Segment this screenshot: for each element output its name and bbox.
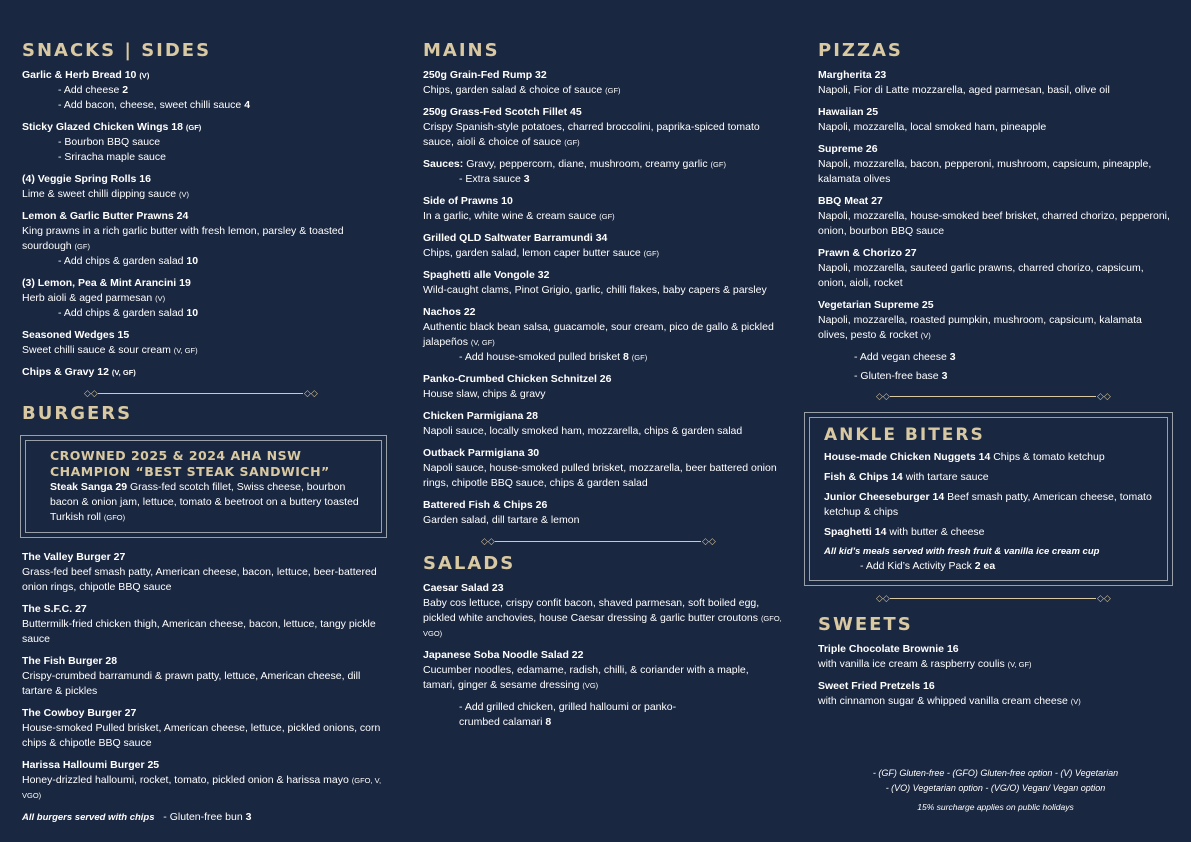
menu-item-name: Junior Cheeseburger 14 (824, 491, 945, 503)
menu-item (818, 194, 1173, 239)
add-on-row (22, 150, 387, 165)
add-on-text: - Gluten-free base (854, 370, 939, 382)
add-on-text: - Sriracha maple sauce (58, 151, 166, 163)
menu-item-desc-line (818, 157, 1173, 187)
menu-item-desc-line (423, 120, 783, 150)
menu-item-name: (3) Lemon, Pea & Mint Arancini 19 (22, 277, 191, 289)
salads-add (423, 700, 689, 730)
menu-item-name-line (818, 642, 1173, 657)
menu-item-name: The S.F.C. 27 (22, 603, 87, 615)
mains-list (423, 68, 783, 528)
champion-item-tag: (GFO) (103, 513, 126, 522)
menu-item-desc-line (818, 209, 1173, 239)
menu-item-desc: House-smoked Pulled brisket, American cheese, lettuce, pickled onions, corn chips & chipotle BBQ sauce (22, 722, 381, 749)
add-on-price: 8 (623, 351, 629, 363)
menu-item-name: Prawn & Chorizo 27 (818, 247, 917, 259)
menu-item-desc-line (818, 694, 1173, 709)
burgers-footer-add: - Gluten-free bun (163, 811, 243, 823)
menu-item-name-line (818, 246, 1173, 261)
menu-item (423, 105, 783, 150)
menu-item-name: The Fish Burger 28 (22, 655, 118, 667)
menu-item (22, 276, 387, 321)
add-on-price: 3 (523, 173, 530, 185)
column-left (22, 40, 387, 825)
add-on-text: - Add vegan cheese (854, 351, 947, 363)
menu-item-desc-line (423, 424, 783, 439)
dietary-tag: (GFO, VGO) (423, 614, 782, 638)
add-on-row (423, 350, 783, 365)
menu-item (423, 581, 783, 641)
menu-item-desc: Napoli, mozzarella, house-smoked beef brisket, charred chorizo, pepperoni, onion, bourbon BBQ sauce (818, 210, 1170, 237)
sweets-list (818, 642, 1173, 709)
add-on-row (423, 172, 783, 187)
menu-item (423, 372, 783, 402)
menu-item-desc-line (22, 343, 387, 358)
menu-item-desc: Grass-fed beef smash patty, American cheese, bacon, lettuce, beer-battered onion rings, chipotle BBQ sauce (22, 566, 377, 593)
menu-item-desc-line (423, 513, 783, 528)
champion-box (20, 435, 387, 538)
menu-item-desc: House slaw, chips & gravy (423, 388, 546, 400)
dietary-tag: (V) (139, 71, 150, 80)
menu-item-name-line (423, 105, 783, 120)
menu-item-name-line (818, 194, 1173, 209)
menu-item-name-line (423, 581, 783, 596)
menu-item-name: Margherita 23 (818, 69, 887, 81)
menu-item-name: Sticky Glazed Chicken Wings 18 (22, 121, 183, 133)
kids-item (824, 450, 1157, 465)
menu-item-desc: Sweet chilli sauce & sour cream (22, 344, 171, 356)
menu-item-name: BBQ Meat 27 (818, 195, 883, 207)
menu-item-name: Hawaiian 25 (818, 106, 879, 118)
menu-item-name: Nachos 22 (423, 306, 476, 318)
menu-item-name: Chips & Gravy 12 (22, 366, 109, 378)
kids-add (824, 559, 1157, 574)
menu-item-desc-line (818, 83, 1173, 98)
ornament-divider: ◇◇ ◇◇ (84, 388, 318, 398)
add-on-text: - Add house-smoked pulled brisket (459, 351, 621, 363)
dietary-tag: (GF) (643, 249, 660, 258)
dietary-legend (818, 766, 1173, 796)
menu-item (818, 246, 1173, 291)
menu-item-desc: Crispy-crumbed barramundi & prawn patty, lettuce, American cheese, dill tartare & pickles (22, 670, 361, 697)
ornament-divider: ◇◇ ◇◇ (876, 391, 1111, 401)
menu-item-desc-line (818, 313, 1173, 343)
menu-item (22, 209, 387, 269)
add-on-price: 2 (122, 84, 129, 96)
add-on-text: - Bourbon BBQ sauce (58, 136, 161, 148)
menu-item-desc-line (818, 120, 1173, 135)
menu-item-desc-line (423, 663, 783, 693)
menu-item-name-line (423, 372, 783, 387)
champion-item-name: Steak Sanga 29 (50, 481, 128, 493)
menu-item-desc-line (423, 461, 783, 491)
menu-item-name-line (818, 298, 1173, 313)
menu-item-name: Spaghetti alle Vongole 32 (423, 269, 550, 281)
menu-item-name: Spaghetti 14 (824, 526, 887, 538)
kids-item (824, 490, 1157, 520)
menu-item (423, 498, 783, 528)
menu-item (22, 68, 387, 113)
menu-item (423, 446, 783, 491)
menu-item-desc-line (22, 773, 387, 803)
menu-item (22, 365, 387, 380)
add-on-tag: (GF) (631, 353, 648, 362)
champion-title: CROWNED 2025 & 2024 AHA NSW CHAMPION “BEST STEAK SANDWICH” (50, 448, 330, 479)
menu-item (22, 758, 387, 803)
menu-item-desc: Napoli, mozzarella, bacon, pepperoni, mushroom, capsicum, pineapple, kalamata olives (818, 158, 1152, 185)
menu-item-desc-line (22, 187, 387, 202)
menu-item-name: Sweet Fried Pretzels 16 (818, 680, 935, 692)
menu-item-desc-line (423, 596, 783, 641)
menu-item (423, 268, 783, 298)
menu-item (22, 654, 387, 699)
menu-item-desc-line (22, 721, 387, 751)
section-title-snacks: SNACKS | SIDES (22, 40, 212, 61)
menu-item-desc: Chips, garden salad & choice of sauce (423, 84, 603, 96)
menu-item-name-line (818, 105, 1173, 120)
menu-item (818, 142, 1173, 187)
menu-item-name: Fish & Chips 14 (824, 471, 903, 483)
menu-item-name-line (22, 706, 387, 721)
dietary-tag: (V, GF) (470, 338, 495, 347)
menu-item-desc-line (423, 283, 783, 298)
burgers-footer (22, 810, 387, 825)
legend-line-2: - (VO) Vegetarian option - (VG/O) Vegan/ Vegan option (885, 783, 1106, 793)
menu-item (423, 305, 783, 365)
kids-note: All kid’s meals served with fresh fruit & vanilla ice cream cup (824, 546, 1100, 557)
section-title-kids: ANKLE BITERS (824, 425, 985, 445)
menu-item-desc: Gravy, peppercorn, diane, mushroom, creamy garlic (466, 158, 708, 170)
menu-item-desc-line (22, 291, 387, 306)
add-on-text: - Add chips & garden salad (58, 307, 184, 319)
menu-item-name: Caesar Salad 23 (423, 582, 504, 594)
dietary-tag: (GF) (605, 86, 621, 95)
section-title-salads: SALADS (423, 553, 516, 574)
menu-item-name: Panko-Crumbed Chicken Schnitzel 26 (423, 373, 612, 385)
menu-item-desc: Authentic black bean salsa, guacamole, sour cream, pico de gallo & pickled jalapeños (423, 321, 774, 348)
menu-item-desc: Lime & sweet chilli dipping sauce (22, 188, 177, 200)
menu-item-line (423, 157, 783, 172)
menu-item-desc: Napoli, mozzarella, local smoked ham, pineapple (818, 121, 1047, 133)
menu-item-name: House-made Chicken Nuggets 14 (824, 451, 991, 463)
add-on-price: 10 (186, 255, 199, 267)
menu-item (423, 157, 783, 187)
menu-item (423, 68, 783, 98)
menu-item (22, 120, 387, 165)
legend-line-1: - (GF) Gluten-free - (GFO) Gluten-free option - (V) Vegetarian (872, 768, 1119, 778)
dietary-tag: (V, GF) (1007, 660, 1032, 669)
menu-item-name-line (22, 68, 387, 83)
menu-item-desc: Napoli sauce, locally smoked ham, mozzarella, chips & garden salad (423, 425, 743, 437)
menu-item-name: Vegetarian Supreme 25 (818, 299, 934, 311)
kids-add-text: - Add Kid’s Activity Pack (860, 560, 972, 572)
dietary-tag: (V) (179, 190, 190, 199)
column-middle (423, 40, 783, 730)
menu-item-name-line (423, 446, 783, 461)
dietary-tag: (GF) (564, 138, 580, 147)
menu-item-name-line (22, 602, 387, 617)
menu-item-name-line (423, 305, 783, 320)
add-on-row (818, 369, 1173, 384)
menu-item-name: Supreme 26 (818, 143, 878, 155)
menu-item (818, 105, 1173, 135)
menu-item-desc-line (818, 261, 1173, 291)
menu-item-desc: Wild-caught clams, Pinot Grigio, garlic, chilli flakes, baby capers & parsley (423, 284, 767, 296)
menu-item (423, 231, 783, 261)
dietary-tag: (V, GF) (173, 346, 198, 355)
dietary-tag: (GF) (74, 242, 90, 251)
dietary-tag: (V) (155, 294, 166, 303)
snacks-list (22, 68, 387, 380)
menu-item-name: Grilled QLD Saltwater Barramundi 34 (423, 232, 608, 244)
section-title-sweets: SWEETS (818, 614, 913, 635)
menu-item-name: Chicken Parmigiana 28 (423, 410, 538, 422)
menu-item-name-line (423, 231, 783, 246)
menu-item-name: 250g Grass-Fed Scotch Fillet 45 (423, 106, 582, 118)
menu-item-desc: Chips & tomato ketchup (993, 451, 1105, 463)
menu-item (22, 172, 387, 202)
add-on-row (22, 135, 387, 150)
dietary-tag: (V) (920, 331, 931, 340)
kids-list (824, 450, 1157, 540)
add-on-price: 3 (941, 370, 948, 382)
menu-item-desc-line (423, 387, 783, 402)
pizzas-list (818, 68, 1173, 343)
menu-item-desc: with cinnamon sugar & whipped vanilla cream cheese (818, 695, 1068, 707)
dietary-tag: (GFO, V, VGO) (22, 776, 382, 800)
add-on-row (22, 306, 387, 321)
menu-item-desc-line (423, 83, 783, 98)
menu-item-desc: Napoli, mozzarella, roasted pumpkin, mushroom, capsicum, kalamata olives, pesto & rocket (818, 314, 1142, 341)
menu-item (423, 648, 783, 693)
menu-item-name: The Cowboy Burger 27 (22, 707, 137, 719)
menu-item-name-line (22, 120, 387, 135)
kids-item (824, 525, 1157, 540)
menu-item-desc: In a garlic, white wine & cream sauce (423, 210, 597, 222)
menu-item (818, 68, 1173, 98)
pizzas-adds (818, 350, 1173, 384)
menu-item (22, 550, 387, 595)
add-on-text: - Add cheese (58, 84, 120, 96)
menu-item-name-line (818, 679, 1173, 694)
menu-item-name-line (423, 194, 783, 209)
menu-item-desc-line (22, 565, 387, 595)
section-title-pizzas: PIZZAS (818, 40, 903, 61)
menu-item-name: (4) Veggie Spring Rolls 16 (22, 173, 151, 185)
menu-item (22, 602, 387, 647)
menu-item (818, 298, 1173, 343)
menu-item-name-line (22, 550, 387, 565)
menu-item-desc: Honey-drizzled halloumi, rocket, tomato, pickled onion & harissa mayo (22, 774, 349, 786)
menu-item-name: Triple Chocolate Brownie 16 (818, 643, 959, 655)
add-on-price: 3 (949, 351, 956, 363)
burgers-footer-price: 3 (245, 811, 252, 823)
menu-item-desc: Napoli, mozzarella, sauteed garlic prawns, charred chorizo, capsicum, onion, aioli, rocket (818, 262, 1144, 289)
menu-item-name: 250g Grain-Fed Rump 32 (423, 69, 547, 81)
menu-item-desc-line (818, 657, 1173, 672)
champion-item-desc: Grass-fed scotch fillet, Swiss cheese, bourbon bacon & onion jam, lettuce, tomato & beetroot on a buttery toasted Turkish roll (50, 481, 359, 523)
menu-item-desc: with butter & cheese (889, 526, 985, 538)
kids-add-price: 2 ea (974, 560, 996, 572)
menu-item-desc: with tartare sauce (905, 471, 989, 483)
menu-item (818, 642, 1173, 672)
menu-item-name: Harissa Halloumi Burger 25 (22, 759, 160, 771)
menu-item (423, 194, 783, 224)
add-on-text: - Add chips & garden salad (58, 255, 184, 267)
dietary-tag: (V, GF) (111, 368, 136, 377)
menu-item-name: Japanese Soba Noodle Salad 22 (423, 649, 584, 661)
menu-item-desc: with vanilla ice cream & raspberry coulis (818, 658, 1005, 670)
burgers-list (22, 550, 387, 803)
dietary-tag: (GF) (599, 212, 615, 221)
menu-item-name-line (818, 68, 1173, 83)
menu-item-desc: Cucumber noodles, edamame, radish, chilli, & coriander with a maple, tamari, ginger & sesame dressing (423, 664, 749, 691)
menu-item-name: Garlic & Herb Bread 10 (22, 69, 137, 81)
kids-item (824, 470, 1157, 485)
salads-add-price: 8 (545, 716, 552, 728)
menu-item-name-line (22, 209, 387, 224)
menu-item-name-line (423, 268, 783, 283)
menu-item-name-line (423, 409, 783, 424)
menu-item-desc: Herb aioli & aged parmesan (22, 292, 153, 304)
add-on-row (22, 254, 387, 269)
column-right (818, 40, 1173, 716)
menu-item-desc: Baby cos lettuce, crispy confit bacon, shaved parmesan, soft boiled egg, pickled white anchovies, house Caesar dressing & garlic butter croutons (423, 597, 760, 624)
section-title-mains: MAINS (423, 40, 500, 61)
burgers-note: All burgers served with chips (22, 812, 155, 823)
menu-item-desc: Buttermilk-fried chicken thigh, American cheese, bacon, lettuce, tangy pickle sauce (22, 618, 376, 645)
add-on-row (22, 83, 387, 98)
menu-item-desc-line (22, 617, 387, 647)
menu-item-desc: Beef smash patty, American cheese, tomato ketchup & chips (824, 491, 1152, 518)
menu-item-desc: Garden salad, dill tartare & lemon (423, 514, 580, 526)
salads-add-text: - Add grilled chicken, grilled halloumi or panko-crumbed calamari (459, 701, 677, 728)
menu-item (22, 328, 387, 358)
menu-item-name: Sauces: (423, 158, 464, 170)
salads-list (423, 581, 783, 693)
kids-box (804, 412, 1173, 586)
menu-item-name-line (22, 654, 387, 669)
menu-item (22, 706, 387, 751)
menu-item-desc: Napoli sauce, house-smoked pulled brisket, mozzarella, beer battered onion rings, chipotle BBQ sauce, chips & garden salad (423, 462, 777, 489)
menu-item-desc-line (423, 320, 783, 350)
dietary-tag: (V) (1070, 697, 1081, 706)
menu-item-name-line (423, 648, 783, 663)
menu-item-name: Battered Fish & Chips 26 (423, 499, 548, 511)
add-on-row (818, 350, 1173, 365)
ornament-divider: ◇◇ ◇◇ (876, 593, 1111, 603)
menu-item-name: Outback Parmigiana 30 (423, 447, 540, 459)
dietary-tag: (GF) (185, 123, 202, 132)
menu-item-name-line (22, 172, 387, 187)
add-on-text: - Extra sauce (459, 173, 521, 185)
menu-item-desc: Napoli, Fior di Latte mozzarella, aged parmesan, basil, olive oil (818, 84, 1110, 96)
dietary-tag: (VG) (582, 681, 599, 690)
ornament-divider: ◇◇ ◇◇ (481, 536, 716, 546)
dietary-tag: (GF) (710, 160, 726, 169)
add-on-price: 4 (244, 99, 251, 111)
add-on-price: 10 (186, 307, 199, 319)
menu-item-name-line (423, 498, 783, 513)
surcharge-note: 15% surcharge applies on public holidays (917, 802, 1074, 812)
section-title-burgers: BURGERS (22, 403, 133, 424)
menu-item-name: The Valley Burger 27 (22, 551, 126, 563)
menu-item (818, 679, 1173, 709)
menu-item-name-line (22, 328, 387, 343)
menu-item-desc-line (22, 224, 387, 254)
menu-item-desc: King prawns in a rich garlic butter with fresh lemon, parsley & toasted sourdough (22, 225, 344, 252)
menu-item-name: Lemon & Garlic Butter Prawns 24 (22, 210, 189, 222)
menu-item-name-line (22, 365, 387, 380)
add-on-row (22, 98, 387, 113)
menu-item (423, 409, 783, 439)
menu-item-desc: Crispy Spanish-style potatoes, charred broccolini, paprika-spiced tomato sauce, aioli & choice of sauce (423, 121, 760, 148)
menu-item-name-line (423, 68, 783, 83)
menu-item-desc: Chips, garden salad, lemon caper butter sauce (423, 247, 641, 259)
menu-item-name-line (22, 758, 387, 773)
menu-item-name-line (22, 276, 387, 291)
menu-item-name-line (818, 142, 1173, 157)
menu-item-name: Side of Prawns 10 (423, 195, 513, 207)
champion-item (50, 480, 371, 525)
menu-item-desc-line (423, 246, 783, 261)
menu-item-desc-line (22, 669, 387, 699)
menu-item-name: Seasoned Wedges 15 (22, 329, 130, 341)
add-on-text: - Add bacon, cheese, sweet chilli sauce (58, 99, 242, 111)
menu-item-desc-line (423, 209, 783, 224)
